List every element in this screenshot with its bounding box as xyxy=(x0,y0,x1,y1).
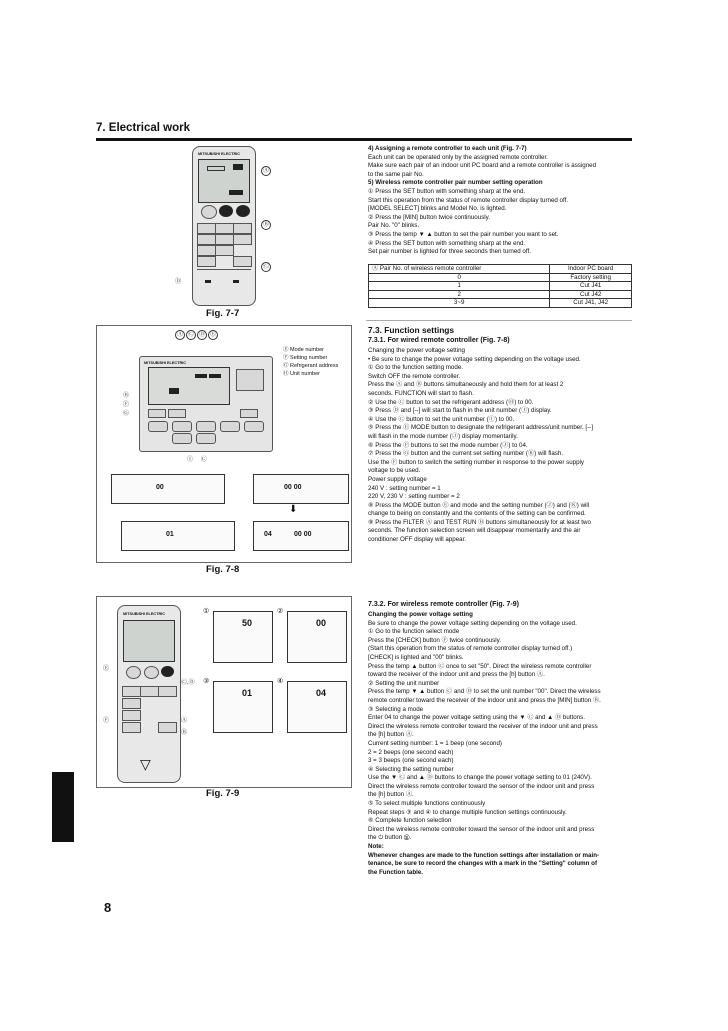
text-line: seconds. FUNCTION will start to flash. xyxy=(368,389,474,397)
text-line: ① Go to the function select mode xyxy=(368,628,460,636)
lcd-text: 00 00 xyxy=(284,484,302,491)
fan-button[interactable] xyxy=(197,223,216,234)
arrow-down-icon: ⬇ xyxy=(289,504,298,515)
brand-logo: MITSUBISHI ELECTRIC xyxy=(198,152,240,156)
text-line: to the same pair No. xyxy=(368,170,424,178)
mode-button[interactable] xyxy=(122,698,141,709)
brand-logo: MITSUBISHI ELECTRIC xyxy=(123,612,165,616)
text-line: ② Press the [MIN] button twice continuously. xyxy=(368,213,491,221)
check-button[interactable] xyxy=(197,245,216,256)
text-line: Press the temp ▼ ▲ button Ⓒ and Ⓓ to set the unit number "00". Direct the wireless xyxy=(368,688,601,696)
code-text: 04 xyxy=(316,688,327,698)
text-line: Changing the power voltage setting xyxy=(368,611,473,618)
legend-item: Ⓕ Setting number xyxy=(283,355,328,361)
title-rule xyxy=(96,138,632,141)
text-line: 240 V : setting number = 1 xyxy=(368,484,441,492)
text-line: Repeat steps ③ and ④ to change multiple function settings continuously. xyxy=(368,808,567,816)
text-line: (Start this operation from the status of remote controller display turned off.) xyxy=(368,645,573,653)
fig78-top-markers xyxy=(175,330,225,340)
wireless-heading: 7.3.2. For wireless remote controller (Fig. 7-9) xyxy=(368,601,519,608)
marker: Ⓒ xyxy=(200,457,207,463)
vane-button[interactable] xyxy=(172,433,192,444)
timer-button[interactable] xyxy=(172,421,192,432)
timer-button[interactable] xyxy=(215,245,234,256)
text-line: ⑤ To select multiple functions continuously xyxy=(368,800,486,808)
text-line: will flash in the mode number (Ⓙ) display momentarily. xyxy=(368,432,518,440)
table-cell: Factory setting xyxy=(550,273,632,282)
text-line: ③ Press the temp ▼ ▲ button to set the pair number you want to set. xyxy=(368,230,559,238)
legend-item: Ⓖ Refrigerant address xyxy=(283,363,339,369)
marker: Ⓕ xyxy=(123,402,130,408)
set-button[interactable] xyxy=(205,280,211,283)
fig-7-7-caption: Fig. 7-7 xyxy=(206,308,240,319)
lcd-text: 04 xyxy=(264,531,272,538)
check-button[interactable] xyxy=(240,409,258,418)
assign-text xyxy=(368,145,596,257)
marker: Ⓑ xyxy=(181,730,188,736)
lcd-text: 00 00 xyxy=(294,531,312,538)
marker: Ⓕ xyxy=(103,718,110,724)
chevron-down-icon: ▽ xyxy=(140,756,151,772)
text-line: ④ Use the Ⓒ button to set the unit number (Ⓘ) to 00. xyxy=(368,415,515,423)
wireless-remote-79 xyxy=(117,605,181,783)
reset-button[interactable] xyxy=(233,280,239,283)
code-text: 00 xyxy=(316,618,327,628)
check-button[interactable] xyxy=(122,710,141,721)
marker: Ⓓ xyxy=(198,332,205,338)
temp-down-button[interactable] xyxy=(126,666,141,679)
lcd-panel-1 xyxy=(111,474,225,504)
text-line: the Function table. xyxy=(368,868,423,876)
lcd-text: 00 xyxy=(156,484,164,491)
mode-button[interactable] xyxy=(196,421,216,432)
text-line: ② Use the Ⓒ button to set the refrigerant address (Ⓗ) to 00. xyxy=(368,398,534,406)
on-off-button[interactable] xyxy=(236,369,264,391)
text-line: [CHECK] is lighted and "00" blinks. xyxy=(368,653,464,661)
marker: Ⓒ,Ⓓ xyxy=(181,680,195,686)
text-line: Note: xyxy=(368,843,384,851)
filter-button[interactable] xyxy=(148,409,166,418)
fig-7-9 xyxy=(96,596,352,788)
on-off-button[interactable] xyxy=(161,666,174,677)
text-line: the [h] button Ⓐ. xyxy=(368,731,414,739)
marker: Ⓘ xyxy=(187,457,194,463)
panel-number: ④ xyxy=(277,678,284,685)
display-segment xyxy=(209,374,221,378)
section-divider xyxy=(366,320,632,321)
remote-button-grid xyxy=(197,223,251,267)
table-cell: Cut J41, J42 xyxy=(550,299,632,308)
code-panel-1 xyxy=(213,611,273,663)
text-line: Press the Ⓐ and Ⓑ buttons simultaneously and hold them for at least 2 xyxy=(368,381,564,389)
lcd-panel-2 xyxy=(253,474,349,504)
brand-logo: MITSUBISHI ELECTRIC xyxy=(144,361,186,365)
marker: Ⓑ xyxy=(123,393,130,399)
code-text: 01 xyxy=(242,688,253,698)
marker: Ⓐ xyxy=(176,332,183,338)
code-panel-2 xyxy=(287,611,347,663)
text-line: Power supply voltage xyxy=(368,475,427,483)
lcd-panel-3 xyxy=(121,521,235,551)
text-line: seconds. The function selection screen will disappear momentarily and the air xyxy=(368,527,581,535)
text-line: Pair No. "0" blinks. xyxy=(368,222,420,230)
display-segment xyxy=(169,388,179,394)
text-line: tenance, be sure to record the changes with a mark in the "Setting" column of xyxy=(368,860,598,868)
fig-7-8-caption: Fig. 7-8 xyxy=(206,564,240,575)
text-line: Each unit can be operated only by the assigned remote controller. xyxy=(368,153,548,161)
text-line: Be sure to change the power voltage setting depending on the voltage used. xyxy=(368,619,577,627)
table-cell: Cut J42 xyxy=(550,290,632,299)
table-cell: Cut J41 xyxy=(550,282,632,291)
min-button[interactable] xyxy=(233,256,252,267)
test-run-button[interactable] xyxy=(168,409,186,418)
fig-7-8 xyxy=(96,325,352,563)
text-line: ② Setting the unit number xyxy=(368,679,440,687)
section-title: 7. Electrical work xyxy=(96,122,190,134)
controller-display xyxy=(148,367,230,405)
text-line: ③ Selecting a mode xyxy=(368,705,424,713)
wired-text xyxy=(368,347,593,545)
text-line: Enter 04 to change the power voltage setting using the ▼ Ⓒ and ▲ Ⓓ buttons. xyxy=(368,714,585,722)
wireless-text xyxy=(368,611,601,877)
text-line: voltage to be used. xyxy=(368,467,421,475)
min-button[interactable] xyxy=(158,722,177,733)
on-off-button[interactable] xyxy=(236,205,250,217)
text-line: ③ Press Ⓓ and [--] will start to flash in the unit number (Ⓘ) display. xyxy=(368,407,552,415)
section-thumb-tab xyxy=(52,772,74,842)
text-line: 5) Wireless remote controller pair number setting operation xyxy=(368,179,543,187)
text-line: Changing the power voltage setting xyxy=(368,347,466,354)
marker-c: Ⓒ xyxy=(262,264,269,270)
fan-button[interactable] xyxy=(122,686,141,697)
text-line: Direct the wireless remote controller toward the receiver of the indoor unit and press xyxy=(368,722,598,730)
text-line: conditioner OFF display will appear. xyxy=(368,536,467,544)
wired-controller xyxy=(139,356,273,452)
temp-up-button[interactable] xyxy=(219,205,233,217)
marker: Ⓔ xyxy=(103,666,110,672)
panel-number: ② xyxy=(277,608,284,615)
text-line: ⑥ Press the Ⓕ buttons to set the mode number (Ⓙ) to 04. xyxy=(368,441,528,449)
temp-down-button[interactable] xyxy=(201,205,217,219)
lcd-text: 01 xyxy=(166,531,174,538)
panel-number: ③ xyxy=(203,678,210,685)
marker: Ⓒ xyxy=(187,332,194,338)
text-line: Direct the wireless remote controller toward the sensor of the indoor unit and press xyxy=(368,825,595,833)
text-line: Direct the wireless remote controller toward the sensor of the indoor unit and press xyxy=(368,782,595,790)
temp-up-button[interactable] xyxy=(144,666,159,679)
panel-number: ① xyxy=(203,608,210,615)
legend-item: Ⓔ Mode number xyxy=(283,347,324,353)
table-header: Indoor PC board xyxy=(550,265,632,274)
vane-button[interactable] xyxy=(215,223,234,234)
display-segment xyxy=(207,166,225,171)
text-line: ① Go to the function setting mode. xyxy=(368,364,463,372)
text-line: change to being on constantly and the contents of the setting can be confirmed. xyxy=(368,510,586,518)
temp-button[interactable] xyxy=(148,421,168,432)
text-line: toward the receiver of the indoor unit and press the [h] button Ⓐ. xyxy=(368,671,545,679)
test-run-button[interactable] xyxy=(122,722,141,733)
text-line: remote controller toward the receiver of the indoor unit and press the [MIN] button Ⓑ. xyxy=(368,696,601,704)
text-line: Press the [CHECK] button Ⓕ twice continuously. xyxy=(368,636,501,644)
text-line: • Be sure to change the power voltage setting depending on the voltage used. xyxy=(368,355,581,363)
remote-display xyxy=(198,159,250,203)
lcd-panel-4 xyxy=(253,521,349,551)
text-line: Switch OFF the remote controller. xyxy=(368,372,461,380)
vane-button[interactable] xyxy=(140,686,159,697)
code-panel-4 xyxy=(287,681,347,733)
text-line: 220 V, 230 V : setting number = 2 xyxy=(368,493,460,501)
text-line: the [h] button Ⓐ. xyxy=(368,791,414,799)
marker: Ⓖ xyxy=(123,411,130,417)
fig-7-9-caption: Fig. 7-9 xyxy=(206,788,240,799)
table-cell: 1 xyxy=(369,282,550,291)
display-segment xyxy=(229,190,243,195)
marker: Ⓔ xyxy=(209,332,216,338)
table-cell: 0 xyxy=(369,273,550,282)
text-line: Use the Ⓕ button to switch the setting number in response to the power supply xyxy=(368,458,584,466)
swing-button[interactable] xyxy=(233,234,252,245)
page-number: 8 xyxy=(104,900,112,915)
ventilation-button[interactable] xyxy=(196,433,216,444)
text-line: [MODEL SELECT] blinks and Model No. is lighted. xyxy=(368,205,507,213)
legend-item: Ⓗ Unit number xyxy=(283,371,320,377)
remote-display xyxy=(123,620,175,662)
marker: Ⓐ xyxy=(181,718,188,724)
text-line: Start this operation from the status of remote controller display turned off. xyxy=(368,196,569,204)
table-cell: 3~9 xyxy=(369,299,550,308)
text-line: Set pair number is lighted for three seconds then turned off. xyxy=(368,248,531,256)
test-run-button[interactable] xyxy=(197,256,216,267)
fig78-legend xyxy=(283,346,338,378)
louver-button[interactable] xyxy=(158,686,177,697)
marker-a: Ⓐ xyxy=(262,168,269,174)
fan-speed-button[interactable] xyxy=(215,234,234,245)
text-line: ⑥ Complete function selection xyxy=(368,817,452,825)
text-line: 2 = 2 beeps (one second each) xyxy=(368,748,454,756)
wired-heading: 7.3.1. For wired remote controller (Fig. 7-8) xyxy=(368,337,510,344)
text-line: Press the temp ▲ button Ⓒ once to set "50". Direct the wireless remote controller xyxy=(368,662,592,670)
code-panel-3 xyxy=(213,681,273,733)
text-line: Use the ▼ Ⓒ and ▲ Ⓓ buttons to change the power voltage setting to 01 (240V). xyxy=(368,774,592,782)
marker-b: Ⓑ xyxy=(262,222,269,228)
text-line: 4) Assigning a remote controller to each unit (Fig. 7-7) xyxy=(368,145,527,152)
fig78-side-markers xyxy=(123,392,129,419)
table-header: Ⓐ Pair No. of wireless remote controller xyxy=(369,265,550,274)
text-line: 3 = 3 beeps (one second each) xyxy=(368,757,454,765)
louver-button[interactable] xyxy=(233,223,252,234)
fig78-bottom-markers xyxy=(187,454,207,463)
button-row xyxy=(144,409,268,445)
text-line: ① Press the SET button with something sharp at the end. xyxy=(368,187,526,195)
louver-button[interactable] xyxy=(244,421,264,432)
text-line: ④ Press the SET button with something sharp at the end. xyxy=(368,239,526,247)
table-cell: 2 xyxy=(369,290,550,299)
text-line: the ⏻ button Ⓔ. xyxy=(368,834,412,842)
text-line: ⑤ Press the Ⓔ MODE button to designate the refrigerant address/unit number. [--] xyxy=(368,424,593,432)
text-line: Current setting number: 1 = 1 beep (one second) xyxy=(368,739,502,747)
display-segment xyxy=(233,164,243,170)
fan-button[interactable] xyxy=(220,421,240,432)
display-segment xyxy=(195,374,207,378)
function-settings-heading: 7.3. Function settings xyxy=(368,325,455,335)
text-line: Make sure each pair of an indoor unit PC board and a remote controller is assigned xyxy=(368,162,597,170)
marker-d: Ⓓ xyxy=(175,279,182,285)
wireless-remote-77 xyxy=(192,146,256,306)
text-line: Whenever changes are made to the function settings after installation or main- xyxy=(368,851,600,859)
text-line: ⑧ Press the MODE button Ⓔ and mode and the setting number (Ⓙ) and (Ⓚ) will xyxy=(368,501,590,509)
code-text: 50 xyxy=(242,618,253,628)
pair-table xyxy=(368,264,632,308)
text-line: ④ Selecting the setting number xyxy=(368,765,454,773)
text-line: ⑨ Press the FILTER Ⓐ and TEST RUN Ⓑ buttons simultaneously for at least two xyxy=(368,518,591,526)
mode-button[interactable] xyxy=(197,234,216,245)
fig-7-7 xyxy=(175,142,275,310)
text-line: ⑦ Press the Ⓖ button and the current set setting number (Ⓚ) will flash. xyxy=(368,450,564,458)
